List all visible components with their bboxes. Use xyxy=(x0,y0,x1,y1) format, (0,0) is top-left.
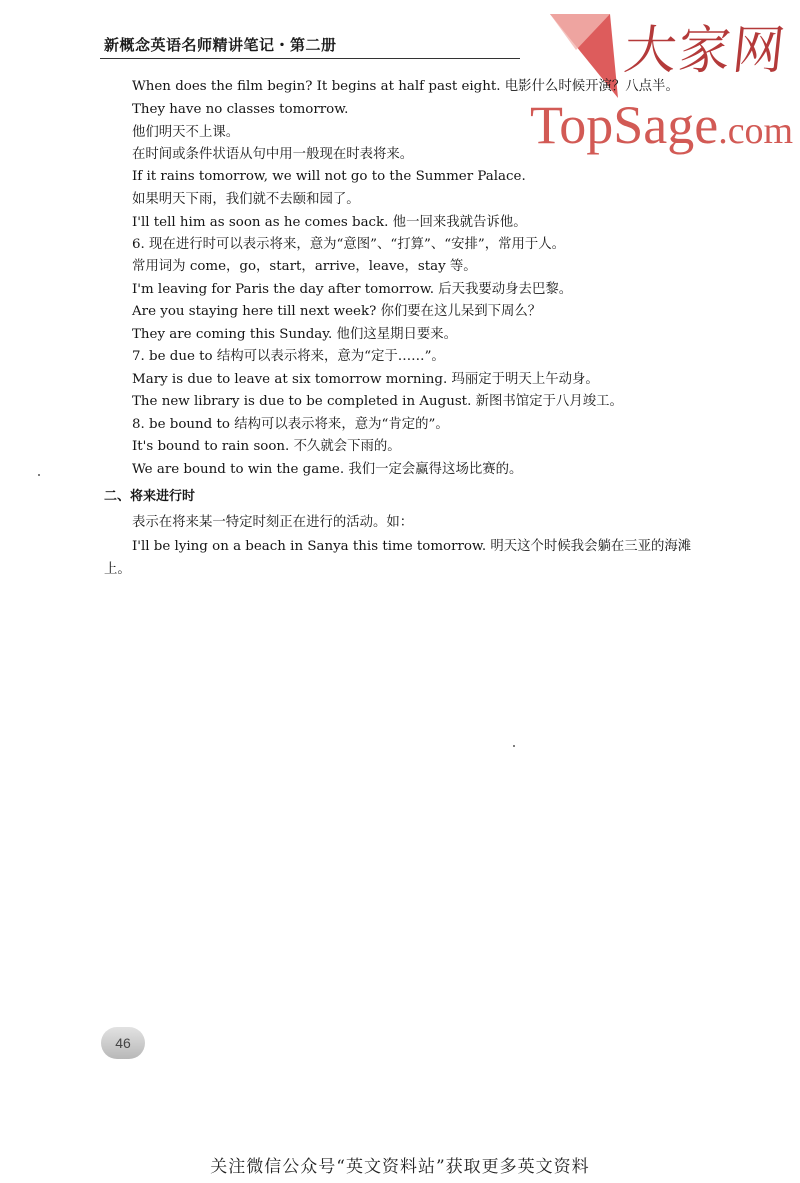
watermark-domain: .com xyxy=(718,110,794,152)
body-line: 常用词为 come，go，start，arrive，leave，stay 等。 xyxy=(132,259,477,274)
body-line: They are coming this Sunday. 他们这星期日要来。 xyxy=(132,327,458,342)
body-line: The new library is due to be completed in August. 新图书馆定于八月竣工。 xyxy=(132,394,623,409)
body-line: 7. be due to 结构可以表示将来，意为“定于……”。 xyxy=(132,349,445,364)
body-line: It's bound to rain soon. 不久就会下雨的。 xyxy=(132,439,401,454)
body-line: 8. be bound to 结构可以表示将来，意为“肯定的”。 xyxy=(132,417,449,432)
section-heading: 二、将来进行时 xyxy=(104,489,196,504)
body-line: 他们明天不上课。 xyxy=(132,125,240,140)
section-line: 上。 xyxy=(104,562,131,577)
body-line: 如果明天下雨，我们就不去颐和园了。 xyxy=(132,192,360,207)
watermark-brand xyxy=(530,95,794,155)
body-line: 6. 现在进行时可以表示将来，意为“意图”、“打算”、“安排”，常用于人。 xyxy=(132,237,566,252)
body-line: I'll tell him as soon as he comes back. 他一回来我就告诉他。 xyxy=(132,215,527,230)
body-line: I'm leaving for Paris the day after tomorrow. 后天我要动身去巴黎。 xyxy=(132,282,573,297)
section-line: I'll be lying on a beach in Sanya this time tomorrow. 明天这个时候我会躺在三亚的海滩 xyxy=(132,539,692,554)
footer-note: 关注微信公众号“英文资料站”获取更多英文资料 xyxy=(210,1157,590,1177)
body-line: Are you staying here till next week? 你们要在这儿呆到下周么？ xyxy=(132,304,542,319)
scan-speck xyxy=(38,474,40,476)
watermark-brand-name: TopSage xyxy=(530,95,719,155)
header-rule xyxy=(100,58,520,59)
scan-speck xyxy=(513,745,515,747)
running-header: 新概念英语名师精讲笔记・第二册 xyxy=(104,36,337,54)
section-line: 表示在将来某一特定时刻正在进行的活动。如： xyxy=(132,515,414,530)
body-line: Mary is due to leave at six tomorrow morning. 玛丽定于明天上午动身。 xyxy=(132,372,599,387)
page-number: 46 xyxy=(101,1027,145,1059)
watermark-cn-text: 大家网 xyxy=(621,21,790,81)
body-line: We are bound to win the game. 我们一定会赢得这场比赛的。 xyxy=(132,462,523,477)
body-line: If it rains tomorrow, we will not go to the Summer Palace. xyxy=(132,169,526,184)
body-line: When does the film begin? It begins at half past eight. 电影什么时候开演？八点半。 xyxy=(132,79,679,94)
body-line: 在时间或条件状语从句中用一般现在时表将来。 xyxy=(132,147,414,162)
body-line: They have no classes tomorrow. xyxy=(132,102,349,117)
